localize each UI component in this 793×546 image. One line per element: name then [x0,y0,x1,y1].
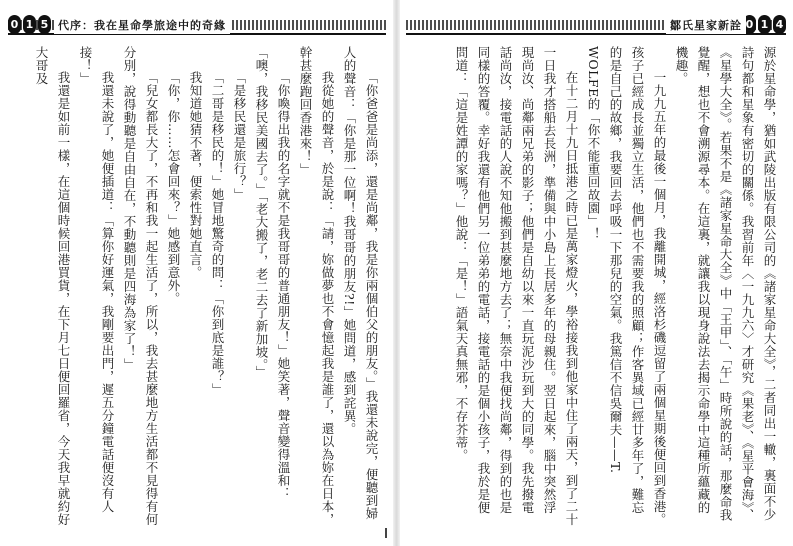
body-text [22,46,382,526]
paragraph: 「你喚得出我的名字就不是我哥哥的普通朋友！」她笑著，聲音變得溫和：「噢，我移民美國去了。」「老大搬了，老二去了新加坡。」 [254,46,291,500]
book-gutter [393,0,400,546]
page-number-digit: 1 [23,15,36,34]
paragraph: 「你，你……怎會回來？」她感到意外。 [166,71,181,305]
right-header [406,14,786,36]
paragraph: 在十二月十九日抵港之時已是萬家燈火，學裕接我到他家中住了兩天，到了二十一日我才搭船去長洲，準備與中小島上長居多年的母親住。翌日起來，腦中突然浮現尚汝、尚鄰兩兄弟的影子；他們是自幼以來一直玩泥沙玩到大的同學。我先撥電話尚汝，接電話的人說不知他搬到甚麼地方去了；無奈中我便找尚鄰，得到的也是同樣的答覆。幸好我還有他們另一位弟弟的電話，接電話的是個小孩子，我於是便問道：「這是姓譚的家嗎？」他說：「是！」語氣天真無邪，不存芥蒂。 [454,46,579,526]
paragraph: 「兒女都長大了，不再和我一起生活了，所以，我去甚麼地方生活都不見得有何分別，說得動聽是自由自在，不動聽則是四海為家了！」 [122,46,159,526]
page-number [743,15,786,35]
page-number-digit: 4 [773,15,786,34]
running-title: 代序：我在星命學旅途中的奇緣 [54,16,230,34]
page-number-digit: 0 [8,15,21,34]
right-page [400,0,793,546]
left-header [8,14,386,36]
page-number-digit: 0 [743,15,756,34]
running-title: 鄒氏星家新詮 [666,16,746,34]
paragraph: 我從她的聲音，於是說：「請，妳做夢也不會憶起我是誰了，還以為妳在日本，幹甚麼跑回香港來！」 [298,46,335,526]
paragraph: 一九九五年的最後一個月，我離開城，經洛杉磯逗留了兩個星期後便回到香港。孩子已經成長並獨立生活，他們也不需要我的照顧；作客異域已經廿多年了，難忘的是自己的故鄉，我要回去呼吸一下那兒的空氣。我篤信不信吳爾夫——T. WOLFE的「你不能重回故園」！ [586,46,667,526]
paragraph: 我知道她猜不著，便索性對她直言。 [188,71,203,279]
paragraph: 「二哥是移民的！」她冒地驚奇的問：「你到底是誰？」 [210,71,225,396]
page-number-digit: 5 [38,15,51,34]
body-text [408,46,780,526]
paragraph: 「是移民還是旅行？」 [232,71,247,201]
page-mark [385,528,387,538]
left-page [0,0,393,546]
page-number [8,15,51,35]
paragraph: 我還未說了，她便插道：「算你好運氣，我剛要出門，遲五分鐘電話便沒有人接！」 [78,46,115,513]
paragraph: 我還是如前一樣，在這個時候回港買貨，在下月七日便回羅省，今天我早就約好大哥及 [34,46,71,526]
page-number-digit: 1 [758,15,771,34]
paragraph: 源於星命學，猶如武陵出版有限公司的《諸家星命大全》，二者同出一轍，裏面不少詩句都和星象有密切的關係。我習前年〈一九九六〉才研究《果老》、《星平會海》、《星學大全》。若果不是《諸家星命大全》中「王甲」、「午」時所說的話，那麼命我覺醒，想也不會溯源尋本。在這裏，就讓我以現身說法去揭示命學中這種所蘊藏的機趣。 [674,46,777,522]
paragraph: 「你爸爸是尚添，還是尚鄰，我是你兩個伯父的朋友。」我還未說完，便聽到婦人的聲音：「你是那一位啊！我哥哥的朋友?!」她問道，感到詫異。 [342,46,379,520]
